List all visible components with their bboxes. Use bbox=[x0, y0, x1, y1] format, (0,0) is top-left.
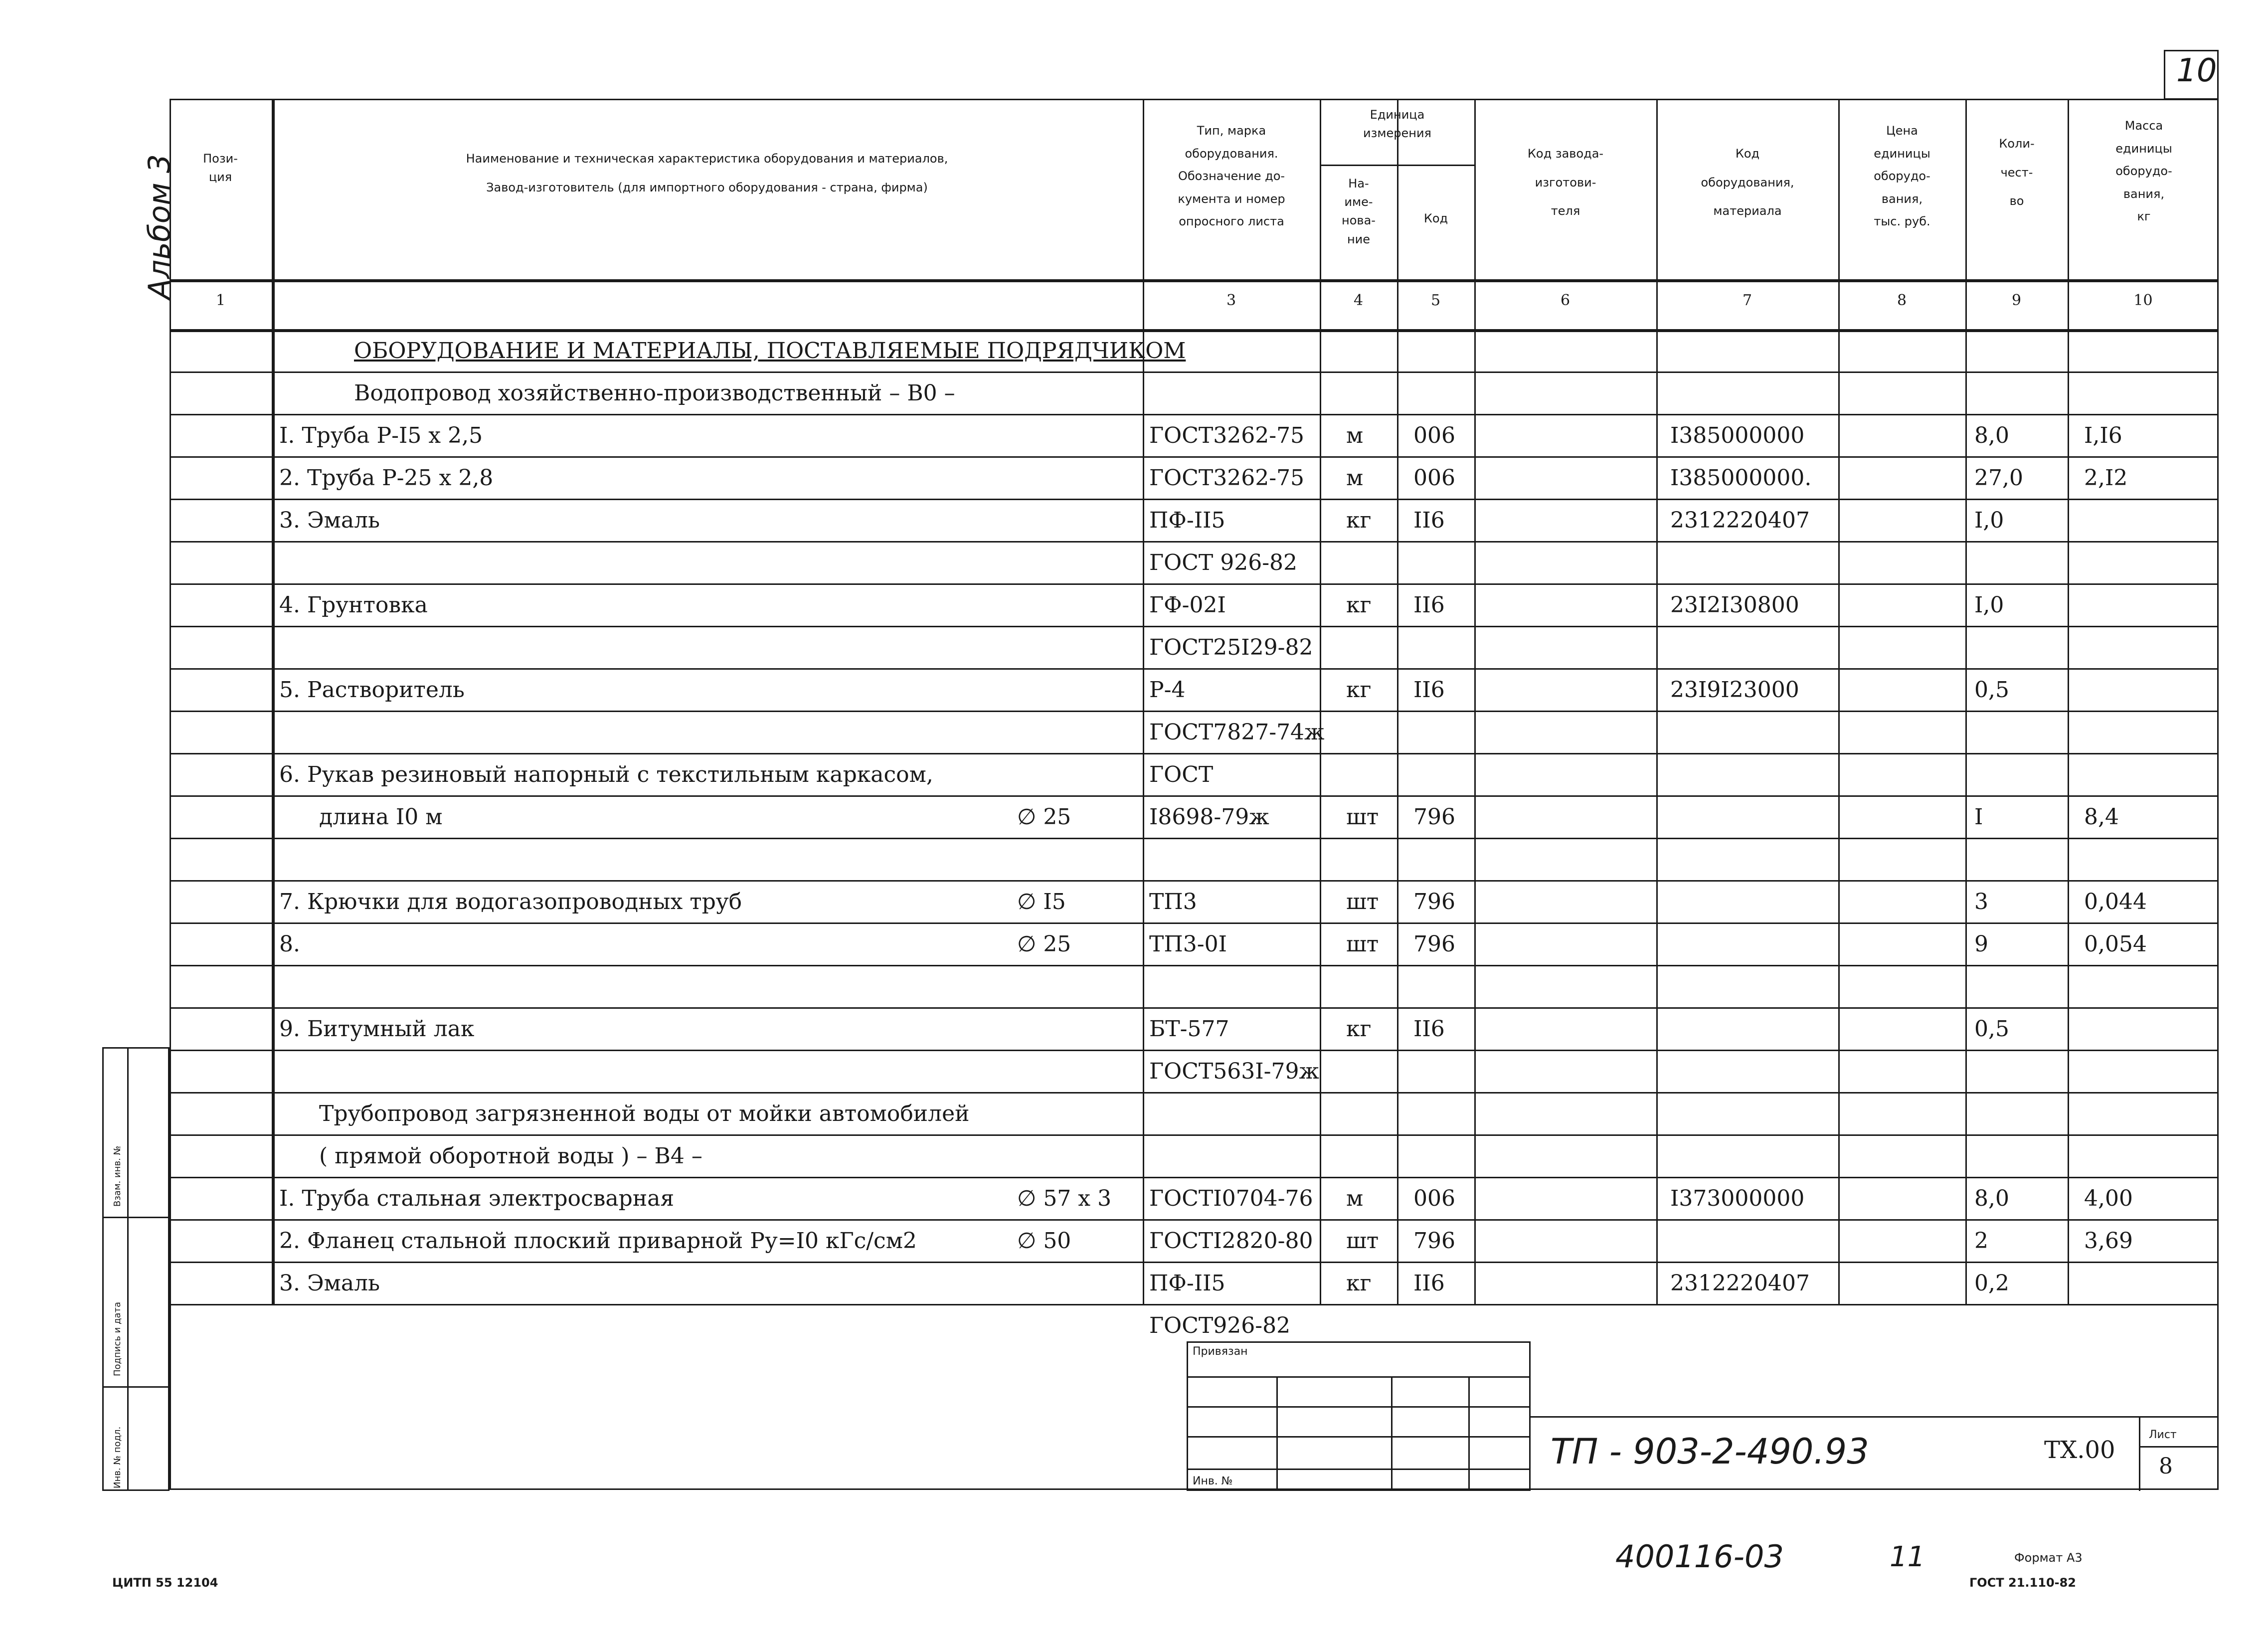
row-name: ОБОРУДОВАНИЕ И МАТЕРИАЛЫ, ПОСТАВЛЯЕМЫЕ ПОДРЯДЧИКОМ bbox=[354, 338, 1186, 364]
header-mass: Масса единицы оборудо- вания, кг bbox=[2115, 119, 2172, 224]
row-name: Водопровод хозяйственно-производственный – В0 – bbox=[354, 380, 955, 406]
row-material-code: 2312220407 bbox=[1670, 1271, 1810, 1296]
list-number: 8 bbox=[2159, 1454, 2173, 1479]
row-type: ТП3 bbox=[1149, 889, 1197, 915]
row-name: 9. Битумный лак bbox=[279, 1016, 475, 1042]
column-number: 8 bbox=[1897, 292, 1907, 309]
grid-vline bbox=[1838, 99, 1840, 1304]
row-type: БТ-577 bbox=[1149, 1016, 1229, 1042]
row-unit-code: 796 bbox=[1413, 804, 1455, 830]
row-material-code: 23I2I30800 bbox=[1670, 592, 1799, 618]
grid-hline bbox=[170, 922, 2219, 924]
row-unit-code: 796 bbox=[1413, 1228, 1455, 1254]
side-label-inv: Инв. № подл. bbox=[112, 1426, 123, 1488]
row-mass: 2,I2 bbox=[2084, 465, 2128, 491]
row-quantity: I,0 bbox=[1974, 592, 2004, 618]
row-name: 8. bbox=[279, 931, 300, 957]
row-quantity: 3 bbox=[1974, 889, 1988, 915]
row-unit: м bbox=[1346, 1186, 1364, 1211]
row-type: ГОСТ3262-75 bbox=[1149, 423, 1305, 448]
row-name: 3. Эмаль bbox=[279, 1271, 380, 1296]
header-name: Наименование и техническая характеристика оборудования и материалов, Завод-изготовитель (для импортного оборудования - страна, фирма) bbox=[466, 152, 948, 194]
row-unit-code: 796 bbox=[1413, 931, 1455, 957]
row-type: ПФ-II5 bbox=[1149, 508, 1225, 533]
column-number: 1 bbox=[215, 292, 226, 309]
grid-hline bbox=[170, 1007, 2219, 1009]
column-number: 3 bbox=[1226, 292, 1236, 309]
header-quantity: Коли- чест- во bbox=[1999, 137, 2035, 208]
row-mass: I,I6 bbox=[2084, 423, 2122, 448]
row-unit-code: II6 bbox=[1413, 508, 1445, 533]
column-number: 5 bbox=[1430, 292, 1441, 309]
grid-hline bbox=[170, 329, 2219, 332]
grid-vline bbox=[2139, 1416, 2140, 1491]
row-unit-code: II6 bbox=[1413, 1016, 1445, 1042]
row-unit: кг bbox=[1346, 508, 1372, 533]
row-type: ГОСТ563I-79ж bbox=[1149, 1059, 1319, 1084]
header-type: Тип, марка оборудования. Обозначение до- кумента и номер опросного листа bbox=[1178, 124, 1285, 229]
column-number: 10 bbox=[2133, 292, 2153, 309]
row-material-code: I373000000 bbox=[1670, 1186, 1805, 1211]
column-number: 7 bbox=[1742, 292, 1752, 309]
row-unit: шт bbox=[1346, 889, 1379, 915]
footer-format: Формат А3 bbox=[2014, 1551, 2083, 1565]
grid-hline bbox=[170, 838, 2219, 839]
grid-hline bbox=[170, 626, 2219, 627]
grid-vline bbox=[1656, 99, 1658, 1304]
header-unit-code: Код bbox=[1423, 211, 1448, 225]
grid-hline bbox=[1531, 1416, 2219, 1418]
row-type: ТП3-0I bbox=[1149, 931, 1227, 957]
row-unit: шт bbox=[1346, 1228, 1379, 1254]
column-number: 4 bbox=[1353, 292, 1364, 309]
grid-vline bbox=[2068, 99, 2069, 1304]
row-quantity: 8,0 bbox=[1974, 1186, 2009, 1211]
grid-hline bbox=[170, 1050, 2219, 1051]
row-type: ГОСТ 926-82 bbox=[1149, 550, 1298, 575]
grid-vline bbox=[272, 99, 275, 1304]
list-label: Лист bbox=[2149, 1429, 2177, 1441]
grid-hline bbox=[170, 880, 2219, 882]
header-material-code: Код оборудования, материала bbox=[1701, 147, 1794, 218]
grid-hline bbox=[170, 583, 2219, 585]
grid-hline bbox=[170, 1262, 2219, 1263]
row-unit-code: II6 bbox=[1413, 592, 1445, 618]
row-name: 3. Эмаль bbox=[279, 508, 380, 533]
row-name: ( прямой оборотной воды ) – В4 – bbox=[319, 1143, 702, 1169]
row-unit: кг bbox=[1346, 677, 1372, 703]
grid-hline bbox=[170, 456, 2219, 458]
row-type: ГОСТ25I29-82 bbox=[1149, 635, 1313, 660]
row-diameter: ∅ 57 х 3 bbox=[1017, 1186, 1112, 1211]
row-name: 4. Грунтовка bbox=[279, 592, 428, 618]
row-unit-code: 006 bbox=[1413, 465, 1455, 491]
grid-hline bbox=[170, 1092, 2219, 1094]
row-diameter: ∅ I5 bbox=[1017, 889, 1066, 915]
row-mass: 4,00 bbox=[2084, 1186, 2133, 1211]
row-quantity: 8,0 bbox=[1974, 423, 2009, 448]
sheet-corner-number: 10 bbox=[2176, 52, 2217, 89]
doc-code: ТП - 903-2-490.93 bbox=[1551, 1431, 1869, 1472]
grid-hline bbox=[170, 711, 2219, 712]
grid-hline bbox=[170, 279, 2219, 282]
row-type: ГОСТI0704-76 bbox=[1149, 1186, 1313, 1211]
row-type: ГОСТ926-82 bbox=[1149, 1313, 1291, 1338]
inv-label: Инв. № bbox=[1193, 1475, 1233, 1487]
header-unit-name: На- име- нова- ние bbox=[1342, 177, 1376, 246]
row-quantity: I,0 bbox=[1974, 508, 2004, 533]
row-name: I. Труба стальная электросварная bbox=[279, 1186, 675, 1211]
header-price: Цена единицы оборудо- вания, тыс. руб. bbox=[1874, 124, 1930, 229]
row-type: ГОСТ bbox=[1149, 762, 1214, 787]
row-name: 5. Растворитель bbox=[279, 677, 465, 703]
row-quantity: 2 bbox=[1974, 1228, 1988, 1254]
row-unit: м bbox=[1346, 465, 1364, 491]
row-type: I8698-79ж bbox=[1149, 804, 1269, 830]
row-diameter: ∅ 25 bbox=[1017, 804, 1071, 830]
row-type: ГОСТ7827-74ж bbox=[1149, 720, 1325, 745]
privyazan-box bbox=[1187, 1341, 1531, 1491]
row-diameter: ∅ 50 bbox=[1017, 1228, 1071, 1254]
grid-hline bbox=[170, 371, 2219, 373]
row-mass: 8,4 bbox=[2084, 804, 2119, 830]
row-name: длина I0 м bbox=[319, 804, 443, 830]
grid-vline bbox=[1143, 99, 1144, 1304]
row-mass: 0,054 bbox=[2084, 931, 2147, 957]
row-unit: кг bbox=[1346, 592, 1372, 618]
album-label: Альбом 3 bbox=[142, 154, 177, 299]
grid-hline bbox=[170, 795, 2219, 797]
row-unit: кг bbox=[1346, 1271, 1372, 1296]
row-unit-code: II6 bbox=[1413, 677, 1445, 703]
row-type: ГОСТI2820-80 bbox=[1149, 1228, 1313, 1254]
grid-hline bbox=[170, 753, 2219, 754]
row-unit: шт bbox=[1346, 931, 1379, 957]
row-mass: 0,044 bbox=[2084, 889, 2147, 915]
grid-hline bbox=[2139, 1446, 2219, 1448]
row-type: ГОСТ3262-75 bbox=[1149, 465, 1305, 491]
row-quantity: I bbox=[1974, 804, 1983, 830]
side-label-sign: Подпись и дата bbox=[112, 1301, 123, 1376]
row-quantity: 9 bbox=[1974, 931, 1988, 957]
grid-vline bbox=[1474, 99, 1476, 1304]
row-name: 7. Крючки для водогазопроводных труб bbox=[279, 889, 742, 915]
header-factory-code: Код завода- изготови- теля bbox=[1527, 147, 1604, 218]
grid-hline bbox=[170, 499, 2219, 500]
row-quantity: 0,5 bbox=[1974, 1016, 2009, 1042]
side-label-replace: Взам. инв. № bbox=[112, 1145, 123, 1207]
row-diameter: ∅ 25 bbox=[1017, 931, 1071, 957]
grid-hline bbox=[170, 541, 2219, 543]
row-unit-code: 006 bbox=[1413, 1186, 1455, 1211]
grid-hline bbox=[170, 1134, 2219, 1136]
row-type: ПФ-II5 bbox=[1149, 1271, 1225, 1296]
row-material-code: I385000000. bbox=[1670, 465, 1812, 491]
row-unit-code: II6 bbox=[1413, 1271, 1445, 1296]
grid-vline bbox=[1397, 99, 1398, 1304]
grid-hline bbox=[170, 414, 2219, 415]
grid-hline bbox=[170, 1219, 2219, 1221]
row-name: I. Труба Р-I5 х 2,5 bbox=[279, 423, 483, 448]
grid-hline bbox=[170, 668, 2219, 670]
footer-order: 400116-03 bbox=[1615, 1538, 1784, 1575]
row-mass: 3,69 bbox=[2084, 1228, 2133, 1254]
row-unit-code: 006 bbox=[1413, 423, 1455, 448]
row-material-code: I385000000 bbox=[1670, 423, 1805, 448]
row-unit: шт bbox=[1346, 804, 1379, 830]
header-unit: Единица измерения bbox=[1363, 108, 1431, 141]
row-quantity: 27,0 bbox=[1974, 465, 2023, 491]
row-name: 6. Рукав резиновый напорный с текстильным каркасом, bbox=[279, 762, 933, 787]
grid-hline bbox=[170, 1177, 2219, 1178]
header-position: Пози- ция bbox=[203, 152, 238, 184]
row-quantity: 0,2 bbox=[1974, 1271, 2009, 1296]
row-material-code: 23I9I23000 bbox=[1670, 677, 1799, 703]
column-number: 9 bbox=[2011, 292, 2022, 309]
footer-copy: 11 bbox=[1890, 1541, 1925, 1573]
row-unit: кг bbox=[1346, 1016, 1372, 1042]
row-name: 2. Фланец стальной плоский приварной Ру=I0 кГс/см2 bbox=[279, 1228, 917, 1254]
side-stamp-strip bbox=[102, 1047, 170, 1491]
footer-left: ЦИТП 55 12104 bbox=[112, 1576, 218, 1590]
grid-vline bbox=[1965, 99, 1967, 1304]
row-material-code: 2312220407 bbox=[1670, 508, 1810, 533]
row-unit: м bbox=[1346, 423, 1364, 448]
footer-gost: ГОСТ 21.110-82 bbox=[1969, 1576, 2077, 1590]
grid-hline bbox=[170, 965, 2219, 966]
row-type: ГФ-02I bbox=[1149, 592, 1226, 618]
grid-vline bbox=[1320, 99, 1321, 1304]
section-code: ТХ.00 bbox=[2044, 1436, 2115, 1464]
grid-hline bbox=[170, 1304, 2219, 1305]
row-unit-code: 796 bbox=[1413, 889, 1455, 915]
row-quantity: 0,5 bbox=[1974, 677, 2009, 703]
column-number: 6 bbox=[1560, 292, 1570, 309]
row-name: 2. Труба Р-25 х 2,8 bbox=[279, 465, 494, 491]
privyazan-label: Привязан bbox=[1193, 1345, 1248, 1358]
row-type: Р-4 bbox=[1149, 677, 1186, 703]
row-name: Трубопровод загрязненной воды от мойки автомобилей bbox=[319, 1101, 970, 1126]
